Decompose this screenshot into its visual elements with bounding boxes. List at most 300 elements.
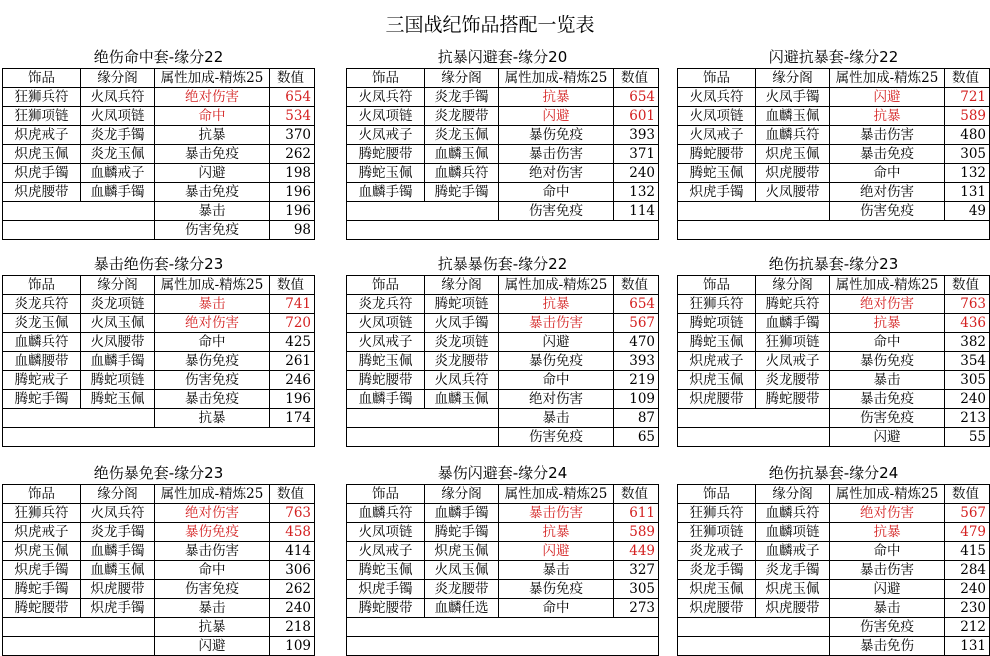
pavilion-cell: 狂狮项链 bbox=[756, 333, 830, 352]
set-table bbox=[677, 463, 990, 656]
table-row bbox=[3, 126, 315, 145]
item-cell: 火凤项链 bbox=[347, 107, 425, 126]
item-cell: 狂狮兵符 bbox=[3, 88, 81, 107]
attribute-cell: 暴伤免疫 bbox=[499, 352, 614, 371]
value-cell bbox=[614, 221, 659, 240]
value-cell: 589 bbox=[614, 523, 659, 542]
item-cell bbox=[678, 409, 756, 428]
item-cell: 狂狮项链 bbox=[3, 107, 81, 126]
attribute-cell: 暴击免疫 bbox=[830, 145, 945, 164]
table-row bbox=[678, 107, 990, 126]
pavilion-cell: 腾蛇腰带 bbox=[756, 390, 830, 409]
item-cell bbox=[3, 637, 81, 656]
attribute-cell: 暴击伤害 bbox=[499, 504, 614, 523]
value-cell bbox=[945, 221, 990, 240]
table-row bbox=[347, 637, 659, 656]
pavilion-cell: 炽虎玉佩 bbox=[425, 542, 499, 561]
table-row bbox=[678, 352, 990, 371]
item-cell bbox=[678, 428, 756, 447]
value-cell: 436 bbox=[945, 314, 990, 333]
value-cell: 174 bbox=[270, 409, 315, 428]
attribute-cell: 抗暴 bbox=[830, 314, 945, 333]
value-cell: 131 bbox=[945, 183, 990, 202]
table-row bbox=[3, 599, 315, 618]
column-header: 缘分阁 bbox=[756, 276, 830, 295]
column-header: 缘分阁 bbox=[756, 485, 830, 504]
value-cell: 370 bbox=[270, 126, 315, 145]
table-row bbox=[3, 202, 315, 221]
set-table bbox=[2, 254, 315, 447]
attribute-cell: 抗暴 bbox=[499, 523, 614, 542]
table-row bbox=[678, 428, 990, 447]
pavilion-cell: 炎龙手镯 bbox=[756, 561, 830, 580]
attribute-cell bbox=[499, 221, 614, 240]
item-cell: 炽虎戒子 bbox=[3, 126, 81, 145]
value-cell: 87 bbox=[614, 409, 659, 428]
attribute-cell bbox=[155, 428, 270, 447]
attribute-cell: 暴伤免疫 bbox=[499, 126, 614, 145]
pavilion-cell: 血麟手镯 bbox=[756, 314, 830, 333]
set-name: 绝伤命中套-缘分22 bbox=[93, 48, 224, 66]
value-cell: 479 bbox=[945, 523, 990, 542]
table-row bbox=[3, 107, 315, 126]
value-cell: 49 bbox=[945, 202, 990, 221]
pavilion-cell: 炎龙手镯 bbox=[81, 523, 155, 542]
table-row bbox=[3, 637, 315, 656]
column-header: 属性加成-精炼25 bbox=[155, 69, 270, 88]
value-cell: 589 bbox=[945, 107, 990, 126]
table-row bbox=[678, 504, 990, 523]
value-cell: 393 bbox=[614, 126, 659, 145]
pavilion-cell: 血麟兵符 bbox=[425, 164, 499, 183]
attribute-cell: 伤害免疫 bbox=[499, 428, 614, 447]
value-cell: 654 bbox=[614, 295, 659, 314]
table-row bbox=[3, 409, 315, 428]
item-cell bbox=[678, 637, 756, 656]
pavilion-cell: 腾蛇手镯 bbox=[425, 523, 499, 542]
pavilion-cell: 血麟任选 bbox=[425, 599, 499, 618]
pavilion-cell: 火凤腰带 bbox=[756, 183, 830, 202]
item-cell: 炽虎腰带 bbox=[3, 183, 81, 202]
set-name: 暴伤闪避套-缘分24 bbox=[437, 464, 568, 482]
set-table bbox=[346, 463, 659, 656]
pavilion-cell: 火凤手镯 bbox=[425, 314, 499, 333]
set-name: 抗暴闪避套-缘分20 bbox=[437, 48, 568, 66]
pavilion-cell: 腾蛇项链 bbox=[81, 371, 155, 390]
column-header: 数值 bbox=[614, 485, 659, 504]
pavilion-cell: 血麟兵符 bbox=[756, 504, 830, 523]
pavilion-cell: 炎龙项链 bbox=[425, 333, 499, 352]
attribute-cell: 暴击免伤 bbox=[830, 637, 945, 656]
table-row bbox=[347, 164, 659, 183]
pavilion-cell bbox=[425, 637, 499, 656]
pavilion-cell: 火凤兵符 bbox=[425, 371, 499, 390]
column-header: 属性加成-精炼25 bbox=[499, 485, 614, 504]
set-table bbox=[346, 47, 659, 240]
pavilion-cell: 火凤玉佩 bbox=[81, 314, 155, 333]
attribute-cell: 抗暴 bbox=[155, 409, 270, 428]
set-table bbox=[346, 254, 659, 447]
value-cell: 354 bbox=[945, 352, 990, 371]
attribute-cell: 暴击伤害 bbox=[499, 145, 614, 164]
pavilion-cell bbox=[425, 221, 499, 240]
pavilion-cell: 血麟手镯 bbox=[425, 504, 499, 523]
table-row bbox=[347, 352, 659, 371]
column-header: 饰品 bbox=[347, 485, 425, 504]
item-cell: 血麟兵符 bbox=[3, 333, 81, 352]
column-header: 属性加成-精炼25 bbox=[830, 485, 945, 504]
attribute-cell bbox=[499, 637, 614, 656]
value-cell: 196 bbox=[270, 202, 315, 221]
item-cell: 炽虎玉佩 bbox=[3, 542, 81, 561]
attribute-cell: 伤害免疫 bbox=[155, 221, 270, 240]
value-cell: 273 bbox=[614, 599, 659, 618]
value-cell: 240 bbox=[945, 390, 990, 409]
attribute-cell: 闪避 bbox=[499, 333, 614, 352]
item-cell: 血麟手镯 bbox=[347, 183, 425, 202]
item-cell: 炽虎手镯 bbox=[347, 580, 425, 599]
table-row bbox=[678, 371, 990, 390]
value-cell bbox=[614, 618, 659, 637]
value-cell: 219 bbox=[614, 371, 659, 390]
attribute-cell: 绝对伤害 bbox=[499, 164, 614, 183]
item-cell: 炎龙玉佩 bbox=[3, 314, 81, 333]
value-cell: 109 bbox=[614, 390, 659, 409]
item-cell: 血麟腰带 bbox=[3, 352, 81, 371]
table-row bbox=[678, 390, 990, 409]
attribute-cell: 命中 bbox=[830, 542, 945, 561]
pavilion-cell: 炎龙腰带 bbox=[425, 107, 499, 126]
pavilion-cell: 火凤兵符 bbox=[81, 504, 155, 523]
attribute-cell: 绝对伤害 bbox=[830, 295, 945, 314]
attribute-cell: 命中 bbox=[830, 333, 945, 352]
item-cell: 火凤兵符 bbox=[347, 88, 425, 107]
column-header: 缘分阁 bbox=[756, 69, 830, 88]
attribute-cell: 抗暴 bbox=[155, 126, 270, 145]
value-cell: 114 bbox=[614, 202, 659, 221]
pavilion-cell: 炎龙玉佩 bbox=[81, 145, 155, 164]
item-cell: 火凤项链 bbox=[347, 314, 425, 333]
pavilion-cell: 炎龙腰带 bbox=[425, 352, 499, 371]
table-row bbox=[347, 107, 659, 126]
attribute-cell: 抗暴 bbox=[499, 88, 614, 107]
table-row bbox=[347, 202, 659, 221]
attribute-cell: 暴击 bbox=[830, 371, 945, 390]
pavilion-cell: 火凤戒子 bbox=[756, 352, 830, 371]
table-row bbox=[3, 88, 315, 107]
value-cell: 262 bbox=[270, 580, 315, 599]
pavilion-cell: 炽虎玉佩 bbox=[756, 145, 830, 164]
item-cell: 腾蛇腰带 bbox=[347, 371, 425, 390]
item-cell: 腾蛇玉佩 bbox=[347, 352, 425, 371]
value-cell: 132 bbox=[614, 183, 659, 202]
value-cell: 218 bbox=[270, 618, 315, 637]
column-header: 属性加成-精炼25 bbox=[155, 485, 270, 504]
attribute-cell bbox=[499, 618, 614, 637]
item-cell: 火凤戒子 bbox=[347, 126, 425, 145]
column-header: 饰品 bbox=[678, 485, 756, 504]
pavilion-cell bbox=[81, 637, 155, 656]
value-cell: 567 bbox=[614, 314, 659, 333]
item-cell: 腾蛇玉佩 bbox=[347, 561, 425, 580]
table-row bbox=[347, 221, 659, 240]
value-cell: 305 bbox=[614, 580, 659, 599]
value-cell: 98 bbox=[270, 221, 315, 240]
table-row bbox=[678, 637, 990, 656]
item-cell: 腾蛇项链 bbox=[678, 314, 756, 333]
table-row bbox=[3, 504, 315, 523]
column-header: 饰品 bbox=[3, 485, 81, 504]
value-cell: 240 bbox=[945, 580, 990, 599]
table-row bbox=[678, 183, 990, 202]
value-cell: 567 bbox=[945, 504, 990, 523]
value-cell: 327 bbox=[614, 561, 659, 580]
item-cell bbox=[347, 409, 425, 428]
item-cell bbox=[678, 221, 756, 240]
pavilion-cell: 血麟玉佩 bbox=[756, 107, 830, 126]
set-table bbox=[2, 47, 315, 240]
item-cell: 炽虎玉佩 bbox=[678, 371, 756, 390]
attribute-cell: 伤害免疫 bbox=[155, 371, 270, 390]
item-cell: 火凤项链 bbox=[678, 107, 756, 126]
item-cell: 炽虎戒子 bbox=[678, 352, 756, 371]
value-cell bbox=[614, 637, 659, 656]
attribute-cell: 暴击 bbox=[499, 561, 614, 580]
value-cell: 415 bbox=[945, 542, 990, 561]
pavilion-cell: 火凤玉佩 bbox=[425, 561, 499, 580]
value-cell: 458 bbox=[270, 523, 315, 542]
attribute-cell: 暴击免疫 bbox=[155, 145, 270, 164]
value-cell: 382 bbox=[945, 333, 990, 352]
attribute-cell: 绝对伤害 bbox=[830, 504, 945, 523]
attribute-cell: 命中 bbox=[499, 599, 614, 618]
item-cell: 腾蛇腰带 bbox=[347, 599, 425, 618]
item-cell: 狂狮兵符 bbox=[678, 295, 756, 314]
column-header: 缘分阁 bbox=[425, 276, 499, 295]
pavilion-cell bbox=[756, 637, 830, 656]
pavilion-cell: 血麟手镯 bbox=[81, 183, 155, 202]
table-row bbox=[347, 371, 659, 390]
pavilion-cell: 血麟玉佩 bbox=[425, 145, 499, 164]
attribute-cell: 抗暴 bbox=[830, 107, 945, 126]
attribute-cell: 暴击伤害 bbox=[499, 314, 614, 333]
value-cell: 425 bbox=[270, 333, 315, 352]
value-cell: 720 bbox=[270, 314, 315, 333]
pavilion-cell bbox=[81, 428, 155, 447]
item-cell bbox=[347, 202, 425, 221]
value-cell: 763 bbox=[945, 295, 990, 314]
value-cell: 414 bbox=[270, 542, 315, 561]
pavilion-cell: 炽虎腰带 bbox=[756, 164, 830, 183]
item-cell: 炎龙手镯 bbox=[678, 561, 756, 580]
attribute-cell: 闪避 bbox=[830, 580, 945, 599]
value-cell: 240 bbox=[270, 599, 315, 618]
pavilion-cell: 腾蛇玉佩 bbox=[81, 390, 155, 409]
attribute-cell: 暴伤免疫 bbox=[155, 352, 270, 371]
set-name: 绝伤抗暴套-缘分23 bbox=[768, 255, 899, 273]
pavilion-cell: 腾蛇手镯 bbox=[425, 183, 499, 202]
set-name: 抗暴暴伤套-缘分22 bbox=[437, 255, 568, 273]
table-row bbox=[347, 390, 659, 409]
pavilion-cell: 炎龙项链 bbox=[81, 295, 155, 314]
column-header: 数值 bbox=[270, 69, 315, 88]
item-cell bbox=[3, 409, 81, 428]
table-row bbox=[678, 202, 990, 221]
value-cell: 196 bbox=[270, 390, 315, 409]
column-header: 数值 bbox=[614, 276, 659, 295]
table-row bbox=[3, 145, 315, 164]
value-cell: 480 bbox=[945, 126, 990, 145]
attribute-cell: 绝对伤害 bbox=[155, 314, 270, 333]
item-cell: 火凤戒子 bbox=[678, 126, 756, 145]
pavilion-cell: 火凤兵符 bbox=[81, 88, 155, 107]
item-cell bbox=[3, 202, 81, 221]
table-row bbox=[678, 126, 990, 145]
attribute-cell: 抗暴 bbox=[830, 523, 945, 542]
attribute-cell: 伤害免疫 bbox=[830, 202, 945, 221]
pavilion-cell bbox=[425, 618, 499, 637]
item-cell: 血麟手镯 bbox=[347, 390, 425, 409]
set-name: 暴击绝伤套-缘分23 bbox=[93, 255, 224, 273]
column-header: 饰品 bbox=[678, 69, 756, 88]
column-header: 数值 bbox=[945, 276, 990, 295]
attribute-cell: 闪避 bbox=[830, 428, 945, 447]
attribute-cell: 暴伤免疫 bbox=[155, 523, 270, 542]
table-row bbox=[678, 580, 990, 599]
value-cell: 261 bbox=[270, 352, 315, 371]
set-name: 绝伤暴免套-缘分23 bbox=[93, 464, 224, 482]
table-row bbox=[3, 314, 315, 333]
item-cell: 火凤戒子 bbox=[347, 333, 425, 352]
table-row bbox=[3, 371, 315, 390]
table-row bbox=[3, 561, 315, 580]
attribute-cell: 暴击 bbox=[155, 202, 270, 221]
table-row bbox=[347, 618, 659, 637]
attribute-cell: 暴击免疫 bbox=[155, 390, 270, 409]
table-row bbox=[3, 580, 315, 599]
attribute-cell: 暴击伤害 bbox=[155, 542, 270, 561]
column-header: 饰品 bbox=[678, 276, 756, 295]
column-header: 属性加成-精炼25 bbox=[155, 276, 270, 295]
item-cell bbox=[678, 618, 756, 637]
set-table bbox=[677, 254, 990, 447]
pavilion-cell bbox=[425, 202, 499, 221]
pavilion-cell: 炽虎手镯 bbox=[81, 599, 155, 618]
table-row bbox=[678, 295, 990, 314]
attribute-cell: 暴击 bbox=[155, 295, 270, 314]
table-row bbox=[3, 295, 315, 314]
value-cell: 601 bbox=[614, 107, 659, 126]
item-cell: 狂狮兵符 bbox=[3, 504, 81, 523]
item-cell: 腾蛇玉佩 bbox=[678, 164, 756, 183]
value-cell bbox=[270, 428, 315, 447]
pavilion-cell: 血麟手镯 bbox=[81, 542, 155, 561]
item-cell bbox=[347, 637, 425, 656]
table-row bbox=[3, 428, 315, 447]
attribute-cell: 暴击免疫 bbox=[830, 390, 945, 409]
item-cell: 炽虎玉佩 bbox=[678, 580, 756, 599]
column-header: 属性加成-精炼25 bbox=[830, 276, 945, 295]
item-cell: 腾蛇腰带 bbox=[347, 145, 425, 164]
item-cell: 狂狮兵符 bbox=[678, 504, 756, 523]
value-cell: 741 bbox=[270, 295, 315, 314]
pavilion-cell: 炽虎玉佩 bbox=[756, 580, 830, 599]
attribute-cell bbox=[830, 221, 945, 240]
table-row bbox=[347, 183, 659, 202]
table-row bbox=[678, 221, 990, 240]
table-row bbox=[347, 428, 659, 447]
value-cell: 654 bbox=[270, 88, 315, 107]
pavilion-cell bbox=[81, 221, 155, 240]
table-row bbox=[3, 164, 315, 183]
pavilion-cell bbox=[81, 409, 155, 428]
pavilion-cell: 血麟戒子 bbox=[81, 164, 155, 183]
table-row bbox=[678, 523, 990, 542]
table-row bbox=[3, 352, 315, 371]
value-cell: 534 bbox=[270, 107, 315, 126]
pavilion-cell: 血麟手镯 bbox=[81, 352, 155, 371]
item-cell: 火凤兵符 bbox=[678, 88, 756, 107]
item-cell: 炎龙兵符 bbox=[3, 295, 81, 314]
pavilion-cell: 炎龙玉佩 bbox=[425, 126, 499, 145]
value-cell: 284 bbox=[945, 561, 990, 580]
column-header: 数值 bbox=[270, 485, 315, 504]
item-cell: 腾蛇手镯 bbox=[3, 580, 81, 599]
item-cell: 炎龙戒子 bbox=[678, 542, 756, 561]
column-header: 数值 bbox=[270, 276, 315, 295]
set-table bbox=[2, 463, 315, 656]
item-cell: 炽虎腰带 bbox=[678, 390, 756, 409]
column-header: 缘分阁 bbox=[425, 485, 499, 504]
attribute-cell: 闪避 bbox=[499, 542, 614, 561]
pavilion-cell bbox=[756, 428, 830, 447]
attribute-cell: 命中 bbox=[830, 164, 945, 183]
pavilion-cell: 炎龙手镯 bbox=[425, 88, 499, 107]
column-header: 缘分阁 bbox=[81, 276, 155, 295]
item-cell: 火凤戒子 bbox=[347, 542, 425, 561]
table-row bbox=[347, 333, 659, 352]
item-cell bbox=[347, 618, 425, 637]
pavilion-cell: 火凤手镯 bbox=[756, 88, 830, 107]
attribute-cell: 抗暴 bbox=[155, 618, 270, 637]
table-row bbox=[347, 295, 659, 314]
table-row bbox=[678, 88, 990, 107]
value-cell: 721 bbox=[945, 88, 990, 107]
item-cell: 炽虎手镯 bbox=[678, 183, 756, 202]
attribute-cell: 闪避 bbox=[499, 107, 614, 126]
attribute-cell: 暴伤免疫 bbox=[830, 352, 945, 371]
column-header: 缘分阁 bbox=[425, 69, 499, 88]
value-cell: 212 bbox=[945, 618, 990, 637]
table-row bbox=[347, 145, 659, 164]
pavilion-cell: 腾蛇项链 bbox=[425, 295, 499, 314]
value-cell: 55 bbox=[945, 428, 990, 447]
value-cell: 132 bbox=[945, 164, 990, 183]
column-header: 数值 bbox=[945, 69, 990, 88]
item-cell: 火凤项链 bbox=[347, 523, 425, 542]
table-row bbox=[347, 542, 659, 561]
set-name: 绝伤抗暴套-缘分24 bbox=[768, 464, 899, 482]
attribute-cell: 绝对伤害 bbox=[155, 88, 270, 107]
item-cell: 腾蛇戒子 bbox=[3, 371, 81, 390]
value-cell: 654 bbox=[614, 88, 659, 107]
table-row bbox=[347, 409, 659, 428]
attribute-cell: 暴击伤害 bbox=[830, 561, 945, 580]
value-cell: 305 bbox=[945, 371, 990, 390]
pavilion-cell: 血麟戒子 bbox=[756, 542, 830, 561]
table-row bbox=[347, 561, 659, 580]
value-cell: 262 bbox=[270, 145, 315, 164]
